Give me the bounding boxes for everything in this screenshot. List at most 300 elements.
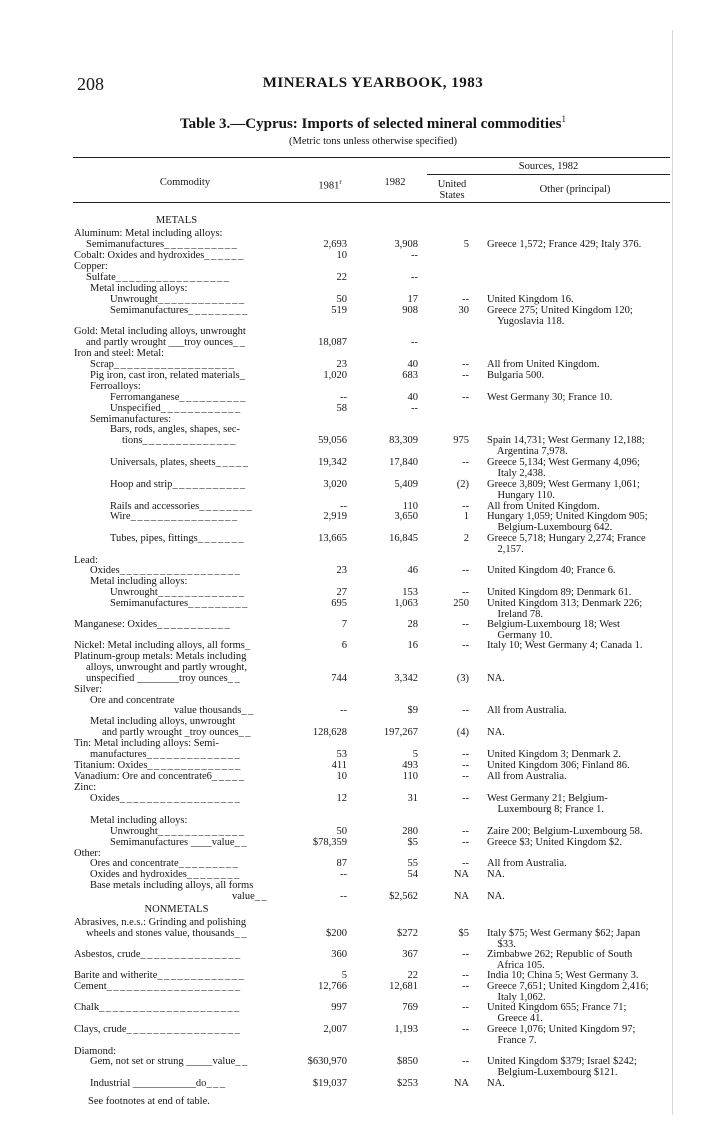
value-other-principal: Greece 3,809; West Germany 1,061; — [487, 479, 640, 490]
value-other-principal: United Kingdom 655; France 71; — [487, 1002, 627, 1013]
commodity-cell — [74, 1003, 241, 1013]
leader-dots: __ — [241, 705, 255, 716]
commodity-cell — [90, 881, 253, 891]
value-1982: 769 — [402, 1002, 418, 1013]
leader-dots: __ — [235, 1056, 249, 1067]
commodity-text: Metal including alloys: — [90, 576, 188, 587]
leader-dots: _____ — [215, 457, 250, 468]
commodity-cell — [90, 577, 187, 587]
value-1981: $630,970 — [307, 1056, 347, 1067]
commodity-text: Asbestos, crude — [74, 949, 141, 960]
commodity-text: Semimanufactures: — [90, 414, 172, 425]
leader-dots: ___________ — [164, 239, 239, 250]
value-1981: 58 — [336, 403, 347, 414]
commodity-text: Titanium: Oxides — [74, 760, 148, 771]
table-row — [0, 1057, 712, 1067]
commodity-cell — [232, 892, 268, 902]
value-1982: 55 — [407, 858, 418, 869]
commodity-text: unspecified ________troy ounces — [86, 673, 228, 684]
col-other-principal: Other (principal) — [539, 184, 611, 195]
value-united-states: -- — [462, 501, 469, 512]
value-other-principal: France 7. — [487, 1035, 537, 1046]
commodity-cell — [74, 652, 246, 662]
commodity-text: Semimanufactures — [86, 239, 165, 250]
col-1982: 1982 — [384, 177, 406, 188]
table-row — [0, 674, 712, 684]
leader-dots: _ — [244, 640, 252, 651]
commodity-cell — [74, 216, 279, 226]
leader-dots: _____________ — [157, 970, 246, 981]
value-1982: $253 — [397, 1078, 418, 1089]
commodity-text: Ores and concentrate — [90, 858, 179, 869]
leader-dots: ______________ — [146, 749, 242, 760]
table-row — [0, 1079, 712, 1089]
commodity-text: Semimanufactures — [110, 305, 189, 316]
value-united-states: 2 — [463, 533, 469, 544]
leader-dots: __ — [232, 337, 247, 348]
value-1982: 1,063 — [394, 598, 418, 609]
leader-dots: ______________ — [142, 435, 237, 446]
value-other-principal: United Kingdom $379; Israel $242; — [487, 1056, 637, 1067]
table-row — [0, 929, 712, 939]
value-other-principal: Greece 1,076; United Kingdom 97; — [487, 1024, 636, 1035]
value-other-principal: Italy 10; West Germany 4; Canada 1. — [487, 640, 643, 651]
value-1982: 40 — [407, 392, 418, 403]
commodity-text: Ferromanganese — [110, 392, 180, 403]
value-1982: 3,650 — [394, 511, 418, 522]
table-row — [0, 447, 712, 457]
leader-dots: ______________ — [147, 760, 242, 771]
value-other-principal: Bulgaria 500. — [487, 370, 545, 381]
value-1982: 17,840 — [389, 457, 418, 468]
value-other-principal: Belgium-Luxembourg 642. — [487, 522, 613, 533]
value-1981: 50 — [336, 294, 347, 305]
value-1982: 12,681 — [389, 981, 418, 992]
value-united-states: -- — [462, 858, 469, 869]
value-1982: $272 — [397, 928, 418, 939]
table-row — [0, 1068, 712, 1078]
commodity-text: Cobalt: Oxides and hydroxides — [74, 250, 205, 261]
commodity-text: Pig iron, cast iron, related materials — [90, 370, 240, 381]
value-1981: 128,628 — [312, 727, 347, 738]
table-row — [0, 859, 712, 869]
value-1982: 110 — [402, 501, 418, 512]
commodity-text: Sulfate — [86, 272, 116, 283]
commodity-text: Copper: — [74, 261, 108, 272]
value-other-principal: Germany 10. — [487, 630, 553, 641]
col-united-states-line1: United — [437, 179, 467, 190]
table-row — [0, 772, 712, 782]
section-heading — [0, 216, 712, 226]
value-other-principal: United Kingdom 313; Denmark 226; — [487, 598, 643, 609]
value-united-states: -- — [462, 359, 469, 370]
page-header — [77, 74, 669, 94]
commodity-cell — [74, 772, 246, 782]
commodity-text: Diamond: — [74, 1046, 116, 1057]
commodity-text: Abrasives, n.e.s.: Grinding and polishing — [74, 917, 247, 928]
leader-dots: __ — [238, 727, 252, 738]
value-other-principal: Hungary 110. — [487, 490, 555, 501]
value-1982: $5 — [407, 837, 418, 848]
commodity-text: Vanadium: Ore and concentrate6 — [74, 771, 212, 782]
table-row — [0, 783, 712, 793]
table-subtitle: (Metric tons unless otherwise specified) — [289, 136, 457, 147]
commodity-cell — [110, 480, 247, 490]
value-1981: $78,359 — [312, 837, 347, 848]
commodity-text: value — [232, 891, 255, 902]
value-1982: 16 — [407, 640, 418, 651]
value-other-principal: Greece $3; United Kingdom $2. — [487, 837, 623, 848]
value-1982: 3,908 — [394, 239, 418, 250]
table-row — [0, 327, 712, 337]
value-1981: 12 — [336, 793, 347, 804]
value-1981: 6 — [341, 640, 347, 651]
commodity-text: Wire — [110, 511, 131, 522]
value-united-states: -- — [462, 565, 469, 576]
commodity-cell — [74, 251, 245, 261]
commodity-cell — [90, 696, 175, 706]
value-1982: 110 — [402, 771, 418, 782]
commodity-text: Semimanufactures ____value — [110, 837, 235, 848]
commodity-text: Tubes, pipes, fittings — [110, 533, 198, 544]
table-row — [0, 545, 712, 555]
value-other-principal: Belgium-Luxembourg $121. — [487, 1067, 618, 1078]
value-united-states: -- — [462, 826, 469, 837]
commodity-cell — [110, 393, 247, 403]
commodity-text: Platinum-group metals: Metals including — [74, 651, 247, 662]
commodity-cell — [90, 794, 241, 804]
value-united-states: (3) — [456, 673, 469, 684]
commodity-cell — [74, 982, 242, 992]
commodity-text: Cement — [74, 981, 107, 992]
table-row — [0, 360, 712, 370]
commodity-text: Zinc: — [74, 782, 97, 793]
value-united-states: -- — [462, 705, 469, 716]
value-1981: 87 — [336, 858, 347, 869]
value-other-principal: Greece 41. — [487, 1013, 543, 1024]
value-other-principal: Ireland 78. — [487, 609, 543, 620]
commodity-text: Tin: Metal including alloys: Semi- — [74, 738, 219, 749]
value-1982: 17 — [407, 294, 418, 305]
value-other-principal: NA. — [487, 673, 505, 684]
value-1981: -- — [340, 501, 347, 512]
commodity-cell — [110, 404, 242, 414]
commodity-cell — [86, 240, 238, 250]
commodity-cell — [110, 512, 239, 522]
value-other-principal: Luxembourg 8; France 1. — [487, 804, 605, 815]
leader-dots: ________ — [186, 869, 241, 880]
commodity-cell — [90, 870, 241, 880]
value-united-states: $5 — [458, 928, 469, 939]
leader-dots: _____________________ — [99, 1002, 241, 1013]
table-row — [0, 251, 712, 261]
leader-dots: ______ — [204, 250, 245, 261]
value-other-principal: Africa 105. — [487, 960, 545, 971]
table-row — [0, 382, 712, 392]
sources-rule — [427, 174, 670, 175]
value-other-principal: West Germany 21; Belgium- — [487, 793, 608, 804]
commodity-text: Other: — [74, 848, 101, 859]
commodity-cell — [74, 327, 246, 337]
commodity-cell — [90, 717, 235, 727]
commodity-cell — [110, 295, 246, 305]
value-1981: 1,020 — [323, 370, 347, 381]
commodity-cell — [74, 918, 246, 928]
value-united-states: -- — [462, 294, 469, 305]
value-1981: 10 — [336, 771, 347, 782]
header-top-rule — [73, 157, 670, 158]
value-1981: 12,766 — [318, 981, 347, 992]
leader-dots: __ — [254, 891, 269, 902]
commodity-text: Unwrought — [110, 587, 158, 598]
leader-dots: _____ — [211, 771, 246, 782]
table-row — [0, 491, 712, 501]
value-1982: 493 — [402, 760, 418, 771]
commodity-text: Metal including alloys, unwrought — [90, 716, 236, 727]
commodity-text: Aluminum: Metal including alloys: — [74, 228, 223, 239]
value-other-principal: Greece 1,572; France 429; Italy 376. — [487, 239, 642, 250]
commodity-text: Gem, not set or strung _____value — [90, 1056, 236, 1067]
header-bottom-rule — [73, 202, 670, 203]
leader-dots: __________________ — [113, 359, 236, 370]
table-row — [0, 1003, 712, 1013]
value-1981: 7 — [341, 619, 347, 630]
value-1982: 5,409 — [394, 479, 418, 490]
value-1981: 23 — [336, 359, 347, 370]
leader-dots: _____________ — [157, 587, 246, 598]
commodity-text: Hoop and strip — [110, 479, 173, 490]
value-1982: 683 — [402, 370, 418, 381]
leader-dots: ____________________ — [106, 981, 242, 992]
table-title — [77, 114, 669, 133]
table-row — [0, 892, 712, 902]
value-1981: 5 — [341, 970, 347, 981]
value-1981: 59,056 — [318, 435, 347, 446]
commodity-text: METALS — [155, 215, 198, 226]
commodity-cell — [74, 620, 231, 630]
value-1981: 27 — [336, 587, 347, 598]
table-row — [0, 262, 712, 272]
commodity-cell — [74, 905, 279, 915]
commodity-cell — [174, 706, 255, 716]
value-other-principal: NA. — [487, 891, 505, 902]
value-1982: 83,309 — [389, 435, 418, 446]
value-other-principal: United Kingdom 3; Denmark 2. — [487, 749, 621, 760]
leader-dots: _______ — [197, 533, 245, 544]
commodity-cell — [86, 338, 246, 348]
value-united-states: 1 — [463, 511, 469, 522]
col-united-states-line2: States — [439, 190, 465, 201]
value-other-principal: $33. — [487, 939, 516, 950]
commodity-text: Oxides and hydroxides — [90, 869, 187, 880]
commodity-text: alloys, unwrought and partly wrought, — [86, 662, 247, 673]
value-united-states: -- — [462, 970, 469, 981]
value-other-principal: United Kingdom 89; Denmark 61. — [487, 587, 632, 598]
value-1982: 1,193 — [394, 1024, 418, 1035]
value-1981: 53 — [336, 749, 347, 760]
value-1981: $19,037 — [312, 1078, 347, 1089]
value-other-principal: Hungary 1,059; United Kingdom 905; — [487, 511, 648, 522]
value-1981: 411 — [331, 760, 347, 771]
commodity-cell — [110, 534, 245, 544]
commodity-text: Metal including alloys: — [90, 283, 188, 294]
commodity-cell — [110, 458, 249, 468]
leader-dots: _________ — [188, 305, 249, 316]
value-1981: $200 — [326, 928, 347, 939]
table-row — [0, 620, 712, 630]
table-row — [0, 577, 712, 587]
commodity-text: Oxides — [90, 793, 120, 804]
value-united-states: 5 — [463, 239, 469, 250]
table-row — [0, 1036, 712, 1046]
value-united-states: -- — [462, 370, 469, 381]
value-1982: 280 — [402, 826, 418, 837]
value-1981: 2,693 — [323, 239, 347, 250]
commodity-text: Semimanufactures — [110, 598, 189, 609]
value-1982: 54 — [407, 869, 418, 880]
table-row — [0, 240, 712, 250]
value-united-states: -- — [462, 587, 469, 598]
table-row — [0, 739, 712, 749]
value-1981: 360 — [331, 949, 347, 960]
table-row — [0, 458, 712, 468]
value-1981: 10 — [336, 250, 347, 261]
table-row — [0, 229, 712, 239]
value-1982: -- — [411, 272, 418, 283]
table-row — [0, 827, 712, 837]
table-row — [0, 512, 712, 522]
commodity-text: Metal including alloys: — [90, 815, 188, 826]
value-1982: 3,342 — [394, 673, 418, 684]
commodity-cell — [74, 739, 219, 749]
commodity-cell — [74, 783, 96, 793]
leader-dots: ________ — [199, 501, 254, 512]
value-other-principal: Greece 275; United Kingdom 120; — [487, 305, 633, 316]
commodity-cell — [90, 750, 241, 760]
commodity-cell — [110, 588, 246, 598]
table-row — [0, 838, 712, 848]
col-1981-note: r — [339, 178, 342, 186]
table-row — [0, 349, 712, 359]
leader-dots: __ — [234, 837, 249, 848]
leader-dots: _____________ — [157, 826, 246, 837]
table-row — [0, 685, 712, 695]
value-united-states: -- — [462, 1024, 469, 1035]
value-united-states: -- — [462, 949, 469, 960]
leader-dots: ___ — [206, 1078, 227, 1089]
table-row — [0, 284, 712, 294]
value-1981: 19,342 — [318, 457, 347, 468]
table-row — [0, 469, 712, 479]
value-united-states: -- — [462, 640, 469, 651]
value-1982: 153 — [402, 587, 418, 598]
section-heading — [0, 905, 712, 915]
commodity-cell — [86, 273, 231, 283]
value-other-principal: All from United Kingdom. — [487, 359, 600, 370]
leader-dots: ____________ — [160, 403, 242, 414]
table-row — [0, 805, 712, 815]
commodity-cell — [74, 971, 245, 981]
table-row — [0, 971, 712, 981]
table-row — [0, 816, 712, 826]
table-row — [0, 982, 712, 992]
value-united-states: -- — [462, 619, 469, 630]
value-1982: 197,267 — [383, 727, 418, 738]
table-row — [0, 273, 712, 283]
table-row — [0, 1025, 712, 1035]
value-1982: 31 — [407, 793, 418, 804]
value-1981: 13,665 — [318, 533, 347, 544]
value-1981: 22 — [336, 272, 347, 283]
commodity-text: Nickel: Metal including alloys, all forms — [74, 640, 245, 651]
col-commodity: Commodity — [159, 177, 211, 188]
commodity-cell — [90, 382, 141, 392]
table-row — [0, 1014, 712, 1024]
commodity-text: manufactures — [90, 749, 147, 760]
commodity-text: Unwrought — [110, 826, 158, 837]
commodity-text: tions — [122, 435, 143, 446]
table-row — [0, 588, 712, 598]
value-other-principal: All from United Kingdom. — [487, 501, 600, 512]
commodity-cell — [110, 599, 249, 609]
value-1981: 18,087 — [318, 337, 347, 348]
value-1982: 46 — [407, 565, 418, 576]
commodity-text: and partly wrought _troy ounces — [102, 727, 239, 738]
table-row — [0, 728, 712, 738]
leader-dots: _________ — [178, 858, 240, 869]
value-united-states: 30 — [458, 305, 469, 316]
value-1982: -- — [411, 403, 418, 414]
leader-dots: __ — [227, 673, 242, 684]
table-row — [0, 918, 712, 928]
commodity-text: Oxides — [90, 565, 120, 576]
value-1981: 50 — [336, 826, 347, 837]
value-1982: $9 — [407, 705, 418, 716]
commodity-text: Ferroalloys: — [90, 381, 141, 392]
commodity-cell — [74, 349, 164, 359]
commodity-text: Chalk — [74, 1002, 100, 1013]
col-united-states — [428, 179, 476, 201]
value-other-principal: Greece 5,718; Hungary 2,274; France — [487, 533, 646, 544]
table-row — [0, 534, 712, 544]
value-other-principal: NA. — [487, 727, 505, 738]
table-row — [0, 750, 712, 760]
table-row — [0, 870, 712, 880]
value-united-states: 250 — [453, 598, 469, 609]
value-united-states: NA — [453, 891, 469, 902]
table-row — [0, 717, 712, 727]
commodity-text: Iron and steel: Metal: — [74, 348, 165, 359]
commodity-text: Universals, plates, sheets — [110, 457, 216, 468]
commodity-text: Unspecified — [110, 403, 161, 414]
commodity-cell — [110, 306, 249, 316]
value-united-states: -- — [462, 392, 469, 403]
commodity-cell — [90, 360, 235, 370]
commodity-cell — [86, 674, 241, 684]
commodity-cell — [110, 838, 248, 848]
commodity-cell — [74, 1025, 241, 1035]
value-other-principal: Spain 14,731; West Germany 12,188; — [487, 435, 645, 446]
value-united-states: (2) — [456, 479, 469, 490]
value-1981: -- — [340, 869, 347, 880]
value-united-states: (4) — [456, 727, 469, 738]
commodity-text: value thousands — [174, 705, 242, 716]
table-row — [0, 599, 712, 609]
value-other-principal: United Kingdom 16. — [487, 294, 574, 305]
leader-dots: ___________ — [172, 479, 247, 490]
table-row — [0, 523, 712, 533]
value-1981: 2,007 — [323, 1024, 347, 1035]
